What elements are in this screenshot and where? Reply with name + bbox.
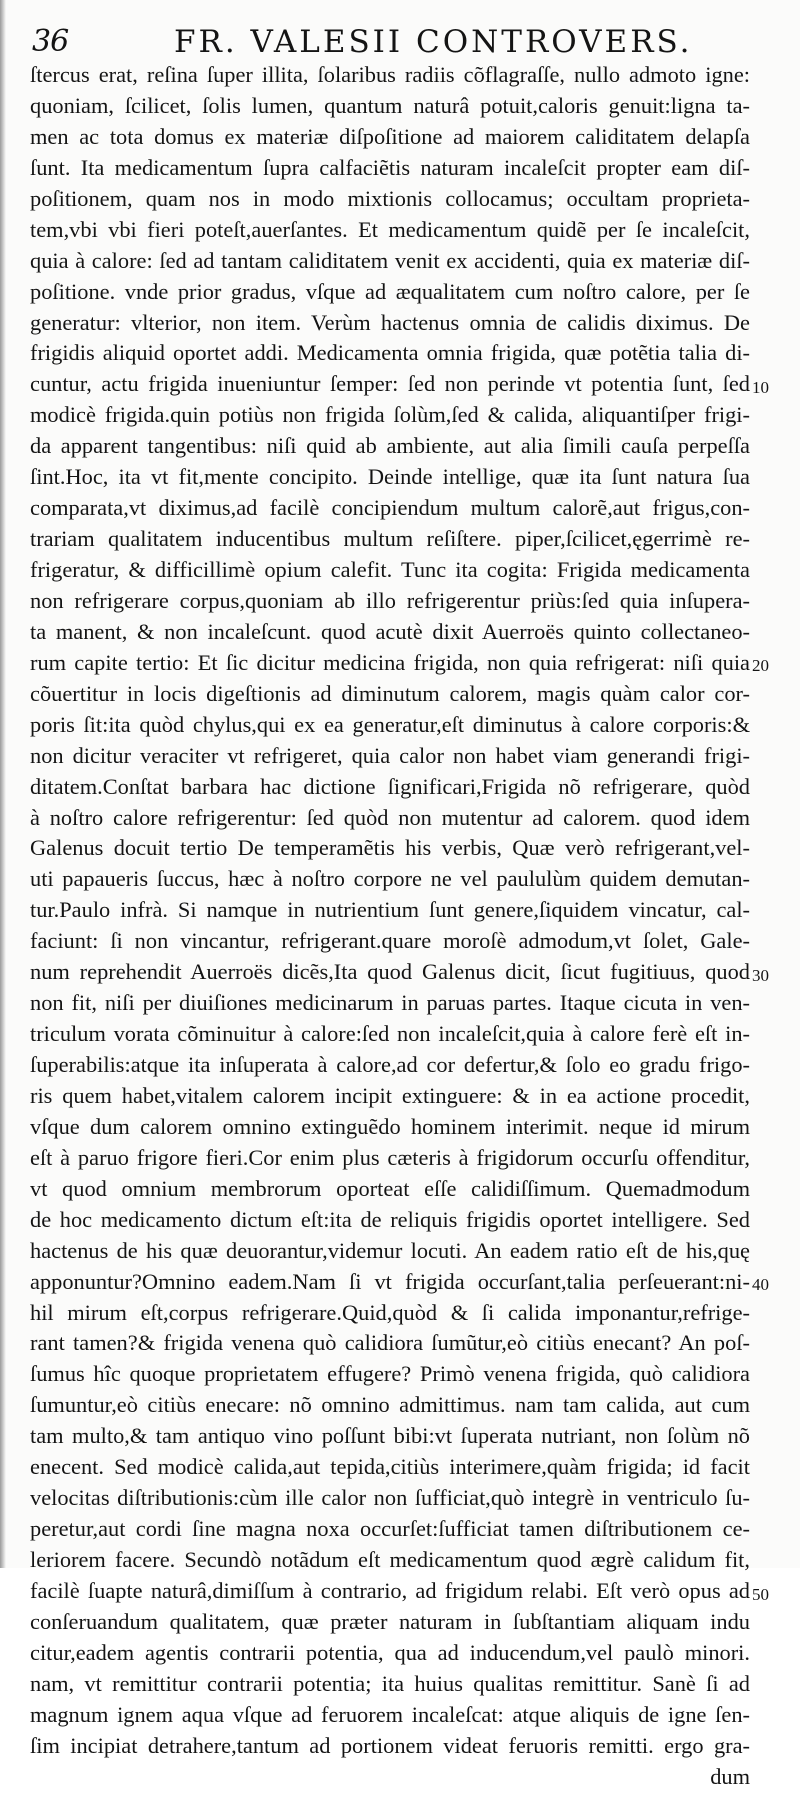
- text-line: ſint.Hoc, ita vt fit,mente concipito. Deinde intellige, quæ ita ſunt natura ſua: [30, 464, 750, 490]
- text-line: da apparent tangentibus: niſi quid ab ambiente, aut alia ſimili cauſa perpeſſa: [30, 433, 750, 459]
- text-line: ditatem.Conſtat barbara hac dictione ſignificari,Frigida nõ refrigerare, quòd: [30, 773, 750, 799]
- text-line: non refrigerare corpus,quoniam ab illo refrigerentur priùs:ſed quia inſupera-: [30, 587, 750, 613]
- text-line: ta manent, & non incaleſcunt. quod acutè dixit Auerroës quinto collectaneo-: [30, 618, 750, 644]
- text-line: ſumus hîc quoque proprietatem effugere? Primò venena frigida, quò calidiora: [30, 1361, 750, 1387]
- text-line: faciunt: ſi non vincantur, refrigerant.quare moroſè admodum,vt ſolet, Gale-: [30, 928, 750, 954]
- margin-line-number: 50: [752, 1584, 769, 1604]
- text-line: citur,eadem agentis contrarii potentia, qua ad inducendum,vel paulò minori.: [30, 1639, 750, 1665]
- text-line: ſunt. Ita medicamentum ſupra calfaciẽtis naturam incaleſcit propter eam diſ-: [30, 154, 750, 180]
- text-line: hil mirum eſt,corpus refrigerare.Quid,quòd & ſi calida imponantur,refrige-: [30, 1299, 750, 1325]
- text-line: nam, vt remittitur contrarii potentia; ita huius qualitas remittitur. Sanè ſi ad: [30, 1670, 750, 1696]
- text-line: non fit, niſi per diuiſiones medicinarum in paruas partes. Itaque cicuta in ven-: [30, 990, 750, 1016]
- text-line: tem,vbi vbi fieri poteſt,auerſantes. Et medicamentum quidẽ per ſe incaleſcit,: [30, 216, 750, 242]
- text-line: poſitione. vnde prior gradus, vſque ad æqualitatem cum noſtro calore, per ſe: [30, 278, 750, 304]
- text-line: ſim incipiat detrahere,tantum ad portionem videat feruoris remitti. ergo gra-: [30, 1732, 750, 1758]
- text-line: poris ſit:ita quòd chylus,qui ex ea generatur,eſt diminutus à calore corporis:&: [30, 711, 750, 737]
- text-line: enecent. Sed modicè calida,aut tepida,citiùs interimere,quàm frigida; id facit: [30, 1454, 750, 1480]
- text-line: cuntur, actu frigida inueniuntur ſemper: ſed non perinde vt potentia ſunt, ſed: [30, 371, 750, 397]
- text-line: cõuertitur in locis digeſtionis ad diminutum calorem, magis quàm calor cor-: [30, 680, 750, 706]
- text-line: rum capite tertio: Et ſic dicitur medicina frigida, non quia refrigerat: niſi quia: [30, 649, 750, 675]
- text-line: de hoc medicamento dictum eſt:ita de reliquis frigidis oportet intelligere. Sed: [30, 1206, 750, 1232]
- text-line: rant tamen?& frigida venena quò calidiora ſumũtur,eò citiùs enecant? An poſ-: [30, 1330, 750, 1356]
- page-number: 36: [32, 24, 69, 59]
- text-line: uti papaueris ſuccus, hæc à noſtro corpore ne vel paululùm quidem demutan-: [30, 866, 750, 892]
- text-line: ſumuntur,eò citiùs enecare: nõ omnino admittimus. nam tam calida, aut cum: [30, 1392, 750, 1418]
- text-line: men ac tota domus ex materiæ diſpoſitione ad maiorem caliditatem delapſa: [30, 123, 750, 149]
- text-line: modicè frigida.quin potiùs non frigida ſolùm,ſed & calida, aliquantiſper frigi-: [30, 402, 750, 428]
- text-line: comparata,vt diximus,ad facilè concipiendum multum calorẽ,aut frigus,con-: [30, 495, 750, 521]
- text-line: facilè ſuapte naturâ,dimiſſum à contrario, ad frigidum relabi. Eſt verò opus ad: [30, 1577, 750, 1603]
- text-line: dum: [710, 1763, 750, 1789]
- text-line: eſt à paruo frigore fieri.Cor enim plus cæteris à frigidorum occurſu offenditur,: [30, 1144, 750, 1170]
- margin-line-number: 40: [752, 1275, 769, 1295]
- margin-line-number: 20: [752, 656, 769, 676]
- text-line: non dicitur veraciter vt refrigeret, quia calor non habet viam generandi frigi-: [30, 742, 750, 768]
- text-line: quoniam, ſcilicet, ſolis lumen, quantum naturâ potuit,caloris genuit:ligna ta-: [30, 92, 750, 118]
- margin-line-number: 10: [752, 377, 769, 397]
- text-line: ſtercus erat, reſina ſuper illita, ſolaribus radiis cõflagraſſe, nullo admoto igne:: [30, 62, 750, 87]
- text-line: vt quod omnium membrorum oporteat eſſe calidiſſimum. Quemadmodum: [30, 1175, 750, 1201]
- text-line: vſque dum calorem omnino extinguẽdo hominem interimit. neque id mirum: [30, 1113, 750, 1139]
- text-line: leriorem facere. Secundò notãdum eſt medicamentum quod ægrè calidum fit,: [30, 1547, 750, 1572]
- text-line: magnum ignem aqua vſque ad feruorem incaleſcat: atque aliquis de igne ſen-: [30, 1701, 750, 1727]
- text-line: Galenus docuit tertio De temperamẽtis his verbis, Quæ verò refrigerant,vel-: [30, 835, 750, 861]
- text-line: velocitas diſtributionis:cùm ille calor non ſufficiat,quò integrè in ventriculo ſu-: [30, 1485, 750, 1511]
- text-line: quia à calore: ſed ad tantam caliditatem venit ex accidenti, quia ex materiæ diſ-: [30, 247, 750, 273]
- text-line: poſitionem, quam nos in modo mixtionis collocamus; occultam proprieta-: [30, 185, 750, 211]
- text-line: hactenus de his quæ deuorantur,videmur locuti. An eadem ratio eſt de his,quę: [30, 1237, 750, 1263]
- text-line: generatur: vlterior, non item. Verùm hactenus omnia de calidis diximus. De: [30, 309, 750, 335]
- text-line: num reprehendit Auerroës dicẽs,Ita quod Galenus dicit, ſicut fugitiuus, quod: [30, 959, 750, 985]
- text-line: trariam qualitatem inducentibus multum reſiſtere. piper,ſcilicet,ęgerrimè re-: [30, 526, 750, 552]
- text-line: triculum vorata cõminuitur à calore:ſed non incaleſcit,quia à calore ferè eſt in-: [30, 1021, 750, 1047]
- text-line: à noſtro calore refrigerentur: ſed quòd non mutentur ad calorem. quod idem: [30, 804, 750, 830]
- text-line: peretur,aut cordi ſine magna noxa occurſet:ſufficiat tamen diſtributionem ce-: [30, 1516, 750, 1542]
- text-line: frigeratur, & difficillimè opium calefit. Tunc ita cogita: Frigida medicamenta: [30, 557, 750, 582]
- text-line: conſeruandum qualitatem, quæ præter naturam in ſubſtantiam aliquam indu: [30, 1608, 750, 1634]
- body-text: [30, 60, 750, 1793]
- running-head: FR. VALESII CONTROVERS.: [174, 24, 693, 60]
- text-line: frigidis aliquid oportet addi. Medicamenta omnia frigida, quæ potẽtia talia di-: [30, 340, 750, 366]
- text-line: apponuntur?Omnino eadem.Nam ſi vt frigida occurſant,talia perſeuerant:ni-: [30, 1268, 750, 1294]
- gutter-shadow: [0, 0, 6, 1568]
- text-line: ris quem habet,vitalem calorem incipit extinguere: & in ea actione procedit,: [30, 1082, 750, 1108]
- text-line: ſuperabilis:atque ita inſuperata à calore,ad cor defertur,& ſolo eo gradu frigo-: [30, 1052, 750, 1077]
- margin-line-number: 30: [752, 965, 769, 985]
- text-line: tur.Paulo infrà. Si namque in nutrientium ſunt genere,ſiquidem vincatur, cal-: [30, 897, 750, 923]
- text-line: tam multo,& tam antiquo vino poſſunt bibi:vt ſuperata nutriant, non ſolùm nõ: [30, 1423, 750, 1449]
